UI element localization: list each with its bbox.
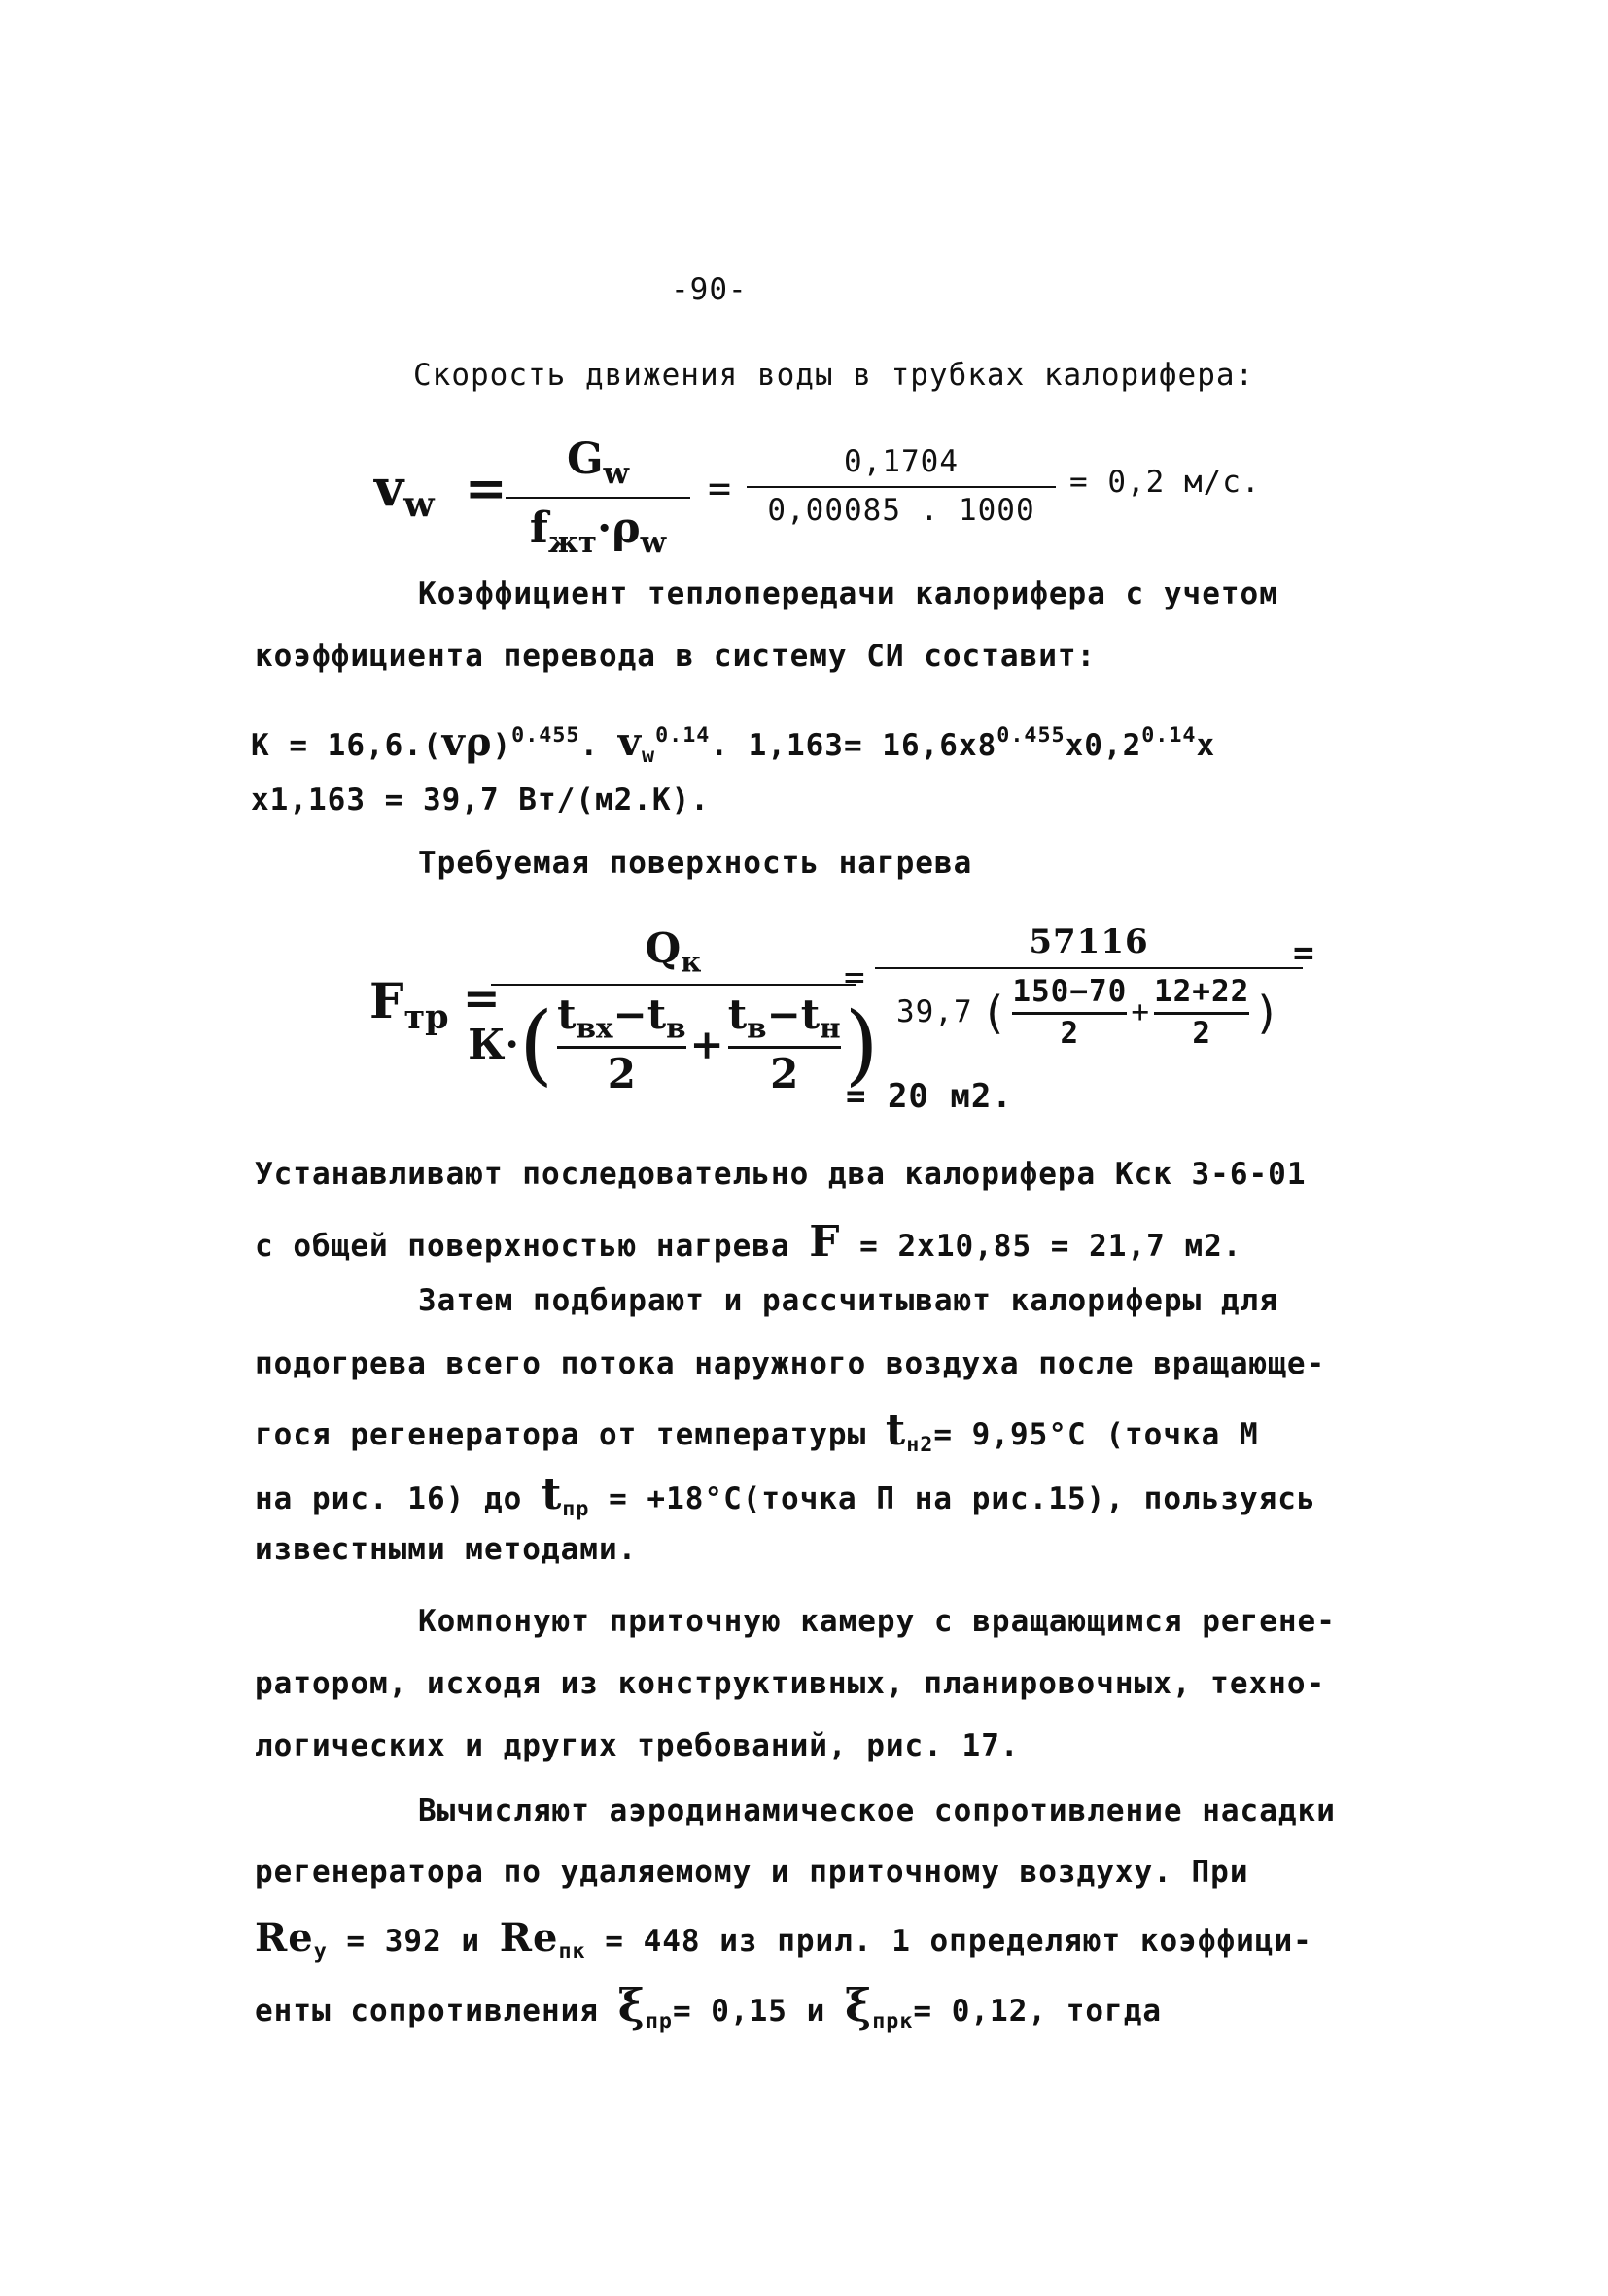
paragraph-water-velocity: Скорость движения воды в трубках калорифера: xyxy=(413,358,1255,393)
paragraph-select-line5: известными методами. xyxy=(255,1532,638,1567)
paragraph-resistance-line1: Вычисляют аэродинамическое сопротивление насадки xyxy=(418,1793,1336,1828)
paragraph-select-line4: на рис. 16) до $t_{пр}$ = +18°С(точка П на рис.15), пользуясь xyxy=(255,1470,1316,1522)
eq1-equals-2: = xyxy=(708,467,733,511)
paragraph-heat-transfer-line1: Коэффициент теплопередачи калорифера с учетом xyxy=(418,576,1278,611)
paragraph-layout-line2: ратором, исходя из конструктивных, планировочных, техно- xyxy=(255,1666,1326,1701)
eq3-fraction-symbolic: $Q_к$ К· ( $t_{вх}-t_в$ 2 + $t_в-t_н$ 2 ) xyxy=(468,924,879,1098)
paragraph-select-line1: Затем подбирают и рассчитывают калориферы для xyxy=(418,1283,1278,1318)
eq3-equals-2: = xyxy=(844,957,866,997)
paragraph-resistance-line2: регенератора по удаляемому и приточному воздуху. При xyxy=(255,1855,1249,1890)
paragraph-select-line3: гося регенератора от температуры $t_{н2}= 9,95^\circ С$ (точка М xyxy=(255,1406,1259,1458)
page-number: -90- xyxy=(671,272,748,307)
equation-heat-transfer-line1: $К = 16,6.(v\rho)^{0.455}$. $v_w^{0.14}$. $1,163= 16,6х8^{0.455}х0,2^{0.14}х$ xyxy=(251,719,1216,769)
eq3-lhs: $F_{тр}$ xyxy=(369,972,449,1037)
paragraph-resistance-line4: енты сопротивления $\xi_{пр}= 0,15$ и $\xi_{прк}= 0,12$, тогда xyxy=(255,1979,1163,2035)
paragraph-heating-surface: Требуемая поверхность нагрева xyxy=(418,846,973,881)
paragraph-layout-line1: Компонуют приточную камеру с вращающимся регене- xyxy=(418,1604,1336,1639)
eq1-equals: = xyxy=(465,459,507,518)
eq1-fraction-numeric: 0,1704 0,00085 . 1000 xyxy=(747,445,1056,528)
eq1-lhs: $v_w$ xyxy=(374,459,435,526)
eq1-result: = 0,2 м/с. xyxy=(1069,465,1261,500)
equation-heat-transfer-line2: х1,163 = 39,7 Вт/(м2.К). xyxy=(251,783,710,818)
eq3-fraction-numeric: 57116 39,7 ( 150−70 2 + 12+22 2 ) xyxy=(875,923,1303,1051)
eq3-equals: = xyxy=(463,972,501,1025)
paragraph-install-line2: с общей поверхностью нагрева F = 2х10,85 = 21,7 м2. xyxy=(255,1217,1242,1267)
paragraph-heat-transfer-line2: коэффициента перевода в систему СИ составит: xyxy=(255,639,1097,674)
eq3-trailing-equals: = xyxy=(1293,933,1315,973)
paragraph-layout-line3: логических и других требований, рис. 17. xyxy=(255,1728,1020,1763)
paragraph-install-line1: Устанавливают последовательно два калорифера Кск 3-6-01 xyxy=(255,1157,1307,1192)
paragraph-resistance-line3: $Re_у = 392$ и $Re_{пк} = 448$ из прил. 1 определяют коэффици- xyxy=(255,1915,1312,1965)
eq3-result: = 20 м2. xyxy=(846,1077,1013,1116)
paragraph-select-line2: подогрева всего потока наружного воздуха после вращающе- xyxy=(255,1346,1326,1381)
eq1-fraction-symbolic: $G_w$ $f_{жт}\cdot\rho_w$ xyxy=(506,435,690,560)
